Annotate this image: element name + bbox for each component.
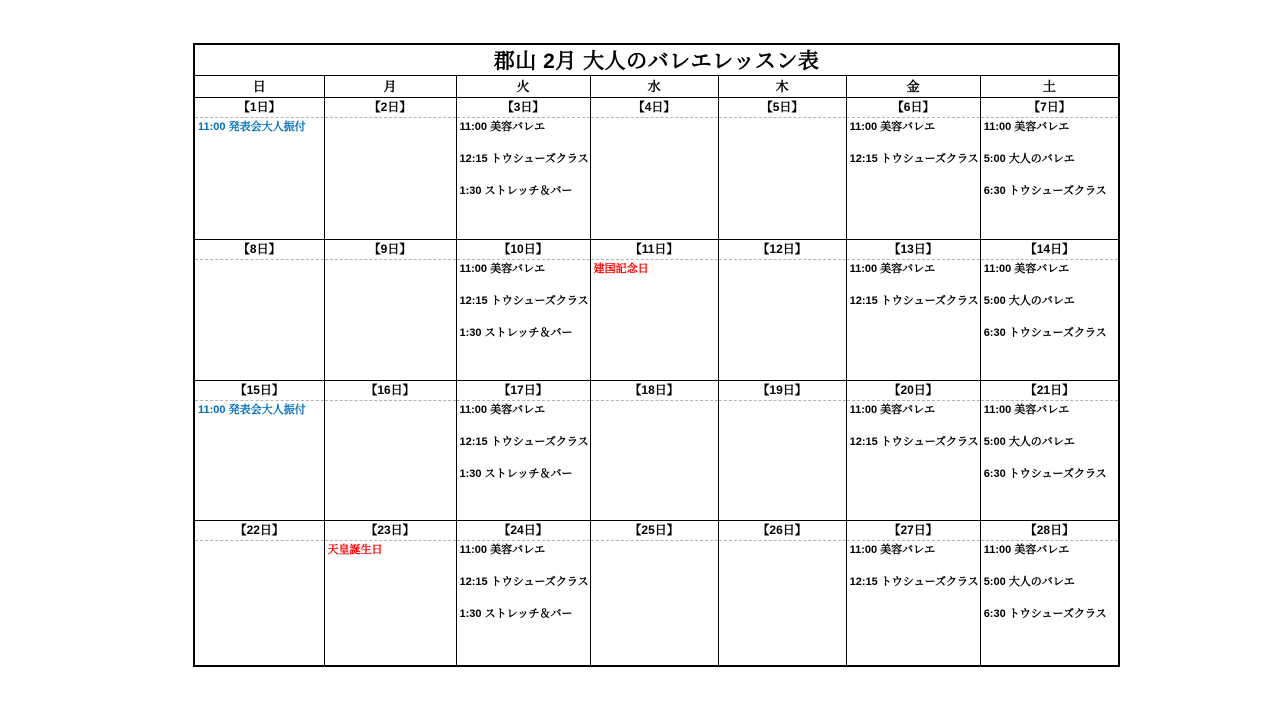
holiday-label: 天皇誕生日 xyxy=(327,544,383,556)
day-cell-11 xyxy=(590,240,718,381)
lesson-entry: 11:00 美容バレエ xyxy=(849,544,936,556)
weekday-header-wed: 水 xyxy=(590,76,718,98)
day-cell-4 xyxy=(590,98,718,240)
lesson-entry: 11:00 美容バレエ xyxy=(459,263,546,275)
date-label: 【12日】 xyxy=(719,240,846,260)
day-entries xyxy=(591,260,718,277)
day-entries xyxy=(981,260,1119,341)
date-label: 【13日】 xyxy=(847,240,980,260)
lesson-entry: 6:30 トウシューズクラス xyxy=(983,185,1107,197)
day-entries xyxy=(457,260,590,341)
day-cell-21 xyxy=(980,381,1119,521)
event-entry: 11:00 発表会大人振付 xyxy=(198,121,306,133)
day-entries xyxy=(195,541,324,543)
week-row-3 xyxy=(194,381,1119,521)
day-entries xyxy=(847,118,980,167)
day-entries xyxy=(195,260,324,262)
day-cell-6 xyxy=(846,98,980,240)
lesson-entry: 12:15 トウシューズクラス xyxy=(459,153,589,165)
page-title: 郡山 2月 大人のバレエレッスン表 xyxy=(194,44,1119,76)
event-entry: 11:00 発表会大人振付 xyxy=(198,404,306,416)
day-cell-23 xyxy=(324,521,456,667)
weekday-header-row xyxy=(194,76,1119,98)
day-cell-14 xyxy=(980,240,1119,381)
day-entries xyxy=(325,118,456,120)
day-cell-2 xyxy=(324,98,456,240)
day-entries xyxy=(719,401,846,403)
date-label: 【16日】 xyxy=(325,381,456,401)
date-label: 【24日】 xyxy=(457,521,590,541)
day-entries xyxy=(195,401,324,418)
date-label: 【27日】 xyxy=(847,521,980,541)
lesson-entry: 5:00 大人のバレエ xyxy=(983,576,1075,588)
lesson-entry: 1:30 ストレッチ＆バー xyxy=(459,185,573,197)
day-entries xyxy=(591,541,718,543)
lesson-entry: 12:15 トウシューズクラス xyxy=(849,153,979,165)
lesson-entry: 5:00 大人のバレエ xyxy=(983,153,1075,165)
date-label: 【9日】 xyxy=(325,240,456,260)
lesson-entry: 12:15 トウシューズクラス xyxy=(849,576,979,588)
day-entries xyxy=(325,260,456,262)
weekday-header-thu: 木 xyxy=(718,76,846,98)
date-label: 【22日】 xyxy=(195,521,324,541)
lesson-entry: 12:15 トウシューズクラス xyxy=(459,295,589,307)
title-row xyxy=(194,44,1119,76)
date-label: 【21日】 xyxy=(981,381,1119,401)
date-label: 【14日】 xyxy=(981,240,1119,260)
date-label: 【4日】 xyxy=(591,98,718,118)
weekday-header-mon: 月 xyxy=(324,76,456,98)
day-entries xyxy=(981,541,1119,622)
day-cell-10 xyxy=(456,240,590,381)
day-cell-9 xyxy=(324,240,456,381)
day-cell-18 xyxy=(590,381,718,521)
day-entries xyxy=(847,541,980,590)
day-cell-15 xyxy=(194,381,324,521)
day-entries xyxy=(591,401,718,403)
lesson-entry: 1:30 ストレッチ＆バー xyxy=(459,608,573,620)
day-cell-24 xyxy=(456,521,590,667)
holiday-label: 建国記念日 xyxy=(593,263,649,275)
week-row-4 xyxy=(194,521,1119,667)
day-cell-5 xyxy=(718,98,846,240)
day-entries xyxy=(325,401,456,403)
lesson-entry: 12:15 トウシューズクラス xyxy=(849,295,979,307)
lesson-entry: 1:30 ストレッチ＆バー xyxy=(459,468,573,480)
lesson-entry: 11:00 美容バレエ xyxy=(459,404,546,416)
date-label: 【23日】 xyxy=(325,521,456,541)
date-label: 【1日】 xyxy=(195,98,324,118)
day-cell-12 xyxy=(718,240,846,381)
day-cell-28 xyxy=(980,521,1119,667)
lesson-entry: 11:00 美容バレエ xyxy=(983,263,1070,275)
date-label: 【5日】 xyxy=(719,98,846,118)
lesson-entry: 5:00 大人のバレエ xyxy=(983,436,1075,448)
day-entries xyxy=(719,541,846,543)
day-entries xyxy=(591,118,718,120)
lesson-entry: 12:15 トウシューズクラス xyxy=(459,436,589,448)
day-entries xyxy=(981,118,1119,199)
date-label: 【17日】 xyxy=(457,381,590,401)
lesson-entry: 11:00 美容バレエ xyxy=(849,404,936,416)
week-row-2 xyxy=(194,240,1119,381)
day-cell-17 xyxy=(456,381,590,521)
date-label: 【11日】 xyxy=(591,240,718,260)
day-entries xyxy=(457,118,590,199)
day-cell-16 xyxy=(324,381,456,521)
day-entries xyxy=(325,541,456,558)
lesson-entry: 1:30 ストレッチ＆バー xyxy=(459,327,573,339)
day-cell-1 xyxy=(194,98,324,240)
day-entries xyxy=(981,401,1119,482)
date-label: 【19日】 xyxy=(719,381,846,401)
weekday-header-tue: 火 xyxy=(456,76,590,98)
lesson-entry: 12:15 トウシューズクラス xyxy=(459,576,589,588)
lesson-entry: 11:00 美容バレエ xyxy=(983,544,1070,556)
lesson-entry: 12:15 トウシューズクラス xyxy=(849,436,979,448)
lesson-entry: 6:30 トウシューズクラス xyxy=(983,327,1107,339)
day-cell-7 xyxy=(980,98,1119,240)
day-cell-8 xyxy=(194,240,324,381)
date-label: 【2日】 xyxy=(325,98,456,118)
date-label: 【26日】 xyxy=(719,521,846,541)
date-label: 【8日】 xyxy=(195,240,324,260)
lesson-entry: 6:30 トウシューズクラス xyxy=(983,468,1107,480)
lesson-entry: 6:30 トウシューズクラス xyxy=(983,608,1107,620)
day-cell-27 xyxy=(846,521,980,667)
day-entries xyxy=(847,401,980,450)
day-entries xyxy=(847,260,980,309)
lesson-entry: 11:00 美容バレエ xyxy=(849,263,936,275)
day-entries xyxy=(457,401,590,482)
date-label: 【20日】 xyxy=(847,381,980,401)
date-label: 【28日】 xyxy=(981,521,1119,541)
week-row-1 xyxy=(194,98,1119,240)
lesson-entry: 11:00 美容バレエ xyxy=(983,404,1070,416)
lesson-entry: 11:00 美容バレエ xyxy=(459,544,546,556)
lesson-entry: 5:00 大人のバレエ xyxy=(983,295,1075,307)
date-label: 【7日】 xyxy=(981,98,1119,118)
lesson-calendar-table xyxy=(193,43,1120,667)
date-label: 【25日】 xyxy=(591,521,718,541)
date-label: 【3日】 xyxy=(457,98,590,118)
day-cell-22 xyxy=(194,521,324,667)
date-label: 【15日】 xyxy=(195,381,324,401)
day-entries xyxy=(719,118,846,120)
day-entries xyxy=(457,541,590,622)
weekday-header-fri: 金 xyxy=(846,76,980,98)
day-entries xyxy=(195,118,324,135)
day-cell-25 xyxy=(590,521,718,667)
day-cell-13 xyxy=(846,240,980,381)
lesson-entry: 11:00 美容バレエ xyxy=(459,121,546,133)
day-cell-20 xyxy=(846,381,980,521)
weekday-header-sat: 土 xyxy=(980,76,1119,98)
lesson-entry: 11:00 美容バレエ xyxy=(849,121,936,133)
day-entries xyxy=(719,260,846,262)
date-label: 【6日】 xyxy=(847,98,980,118)
lesson-entry: 11:00 美容バレエ xyxy=(983,121,1070,133)
day-cell-26 xyxy=(718,521,846,667)
weekday-header-sun: 日 xyxy=(194,76,324,98)
day-cell-19 xyxy=(718,381,846,521)
date-label: 【10日】 xyxy=(457,240,590,260)
day-cell-3 xyxy=(456,98,590,240)
date-label: 【18日】 xyxy=(591,381,718,401)
